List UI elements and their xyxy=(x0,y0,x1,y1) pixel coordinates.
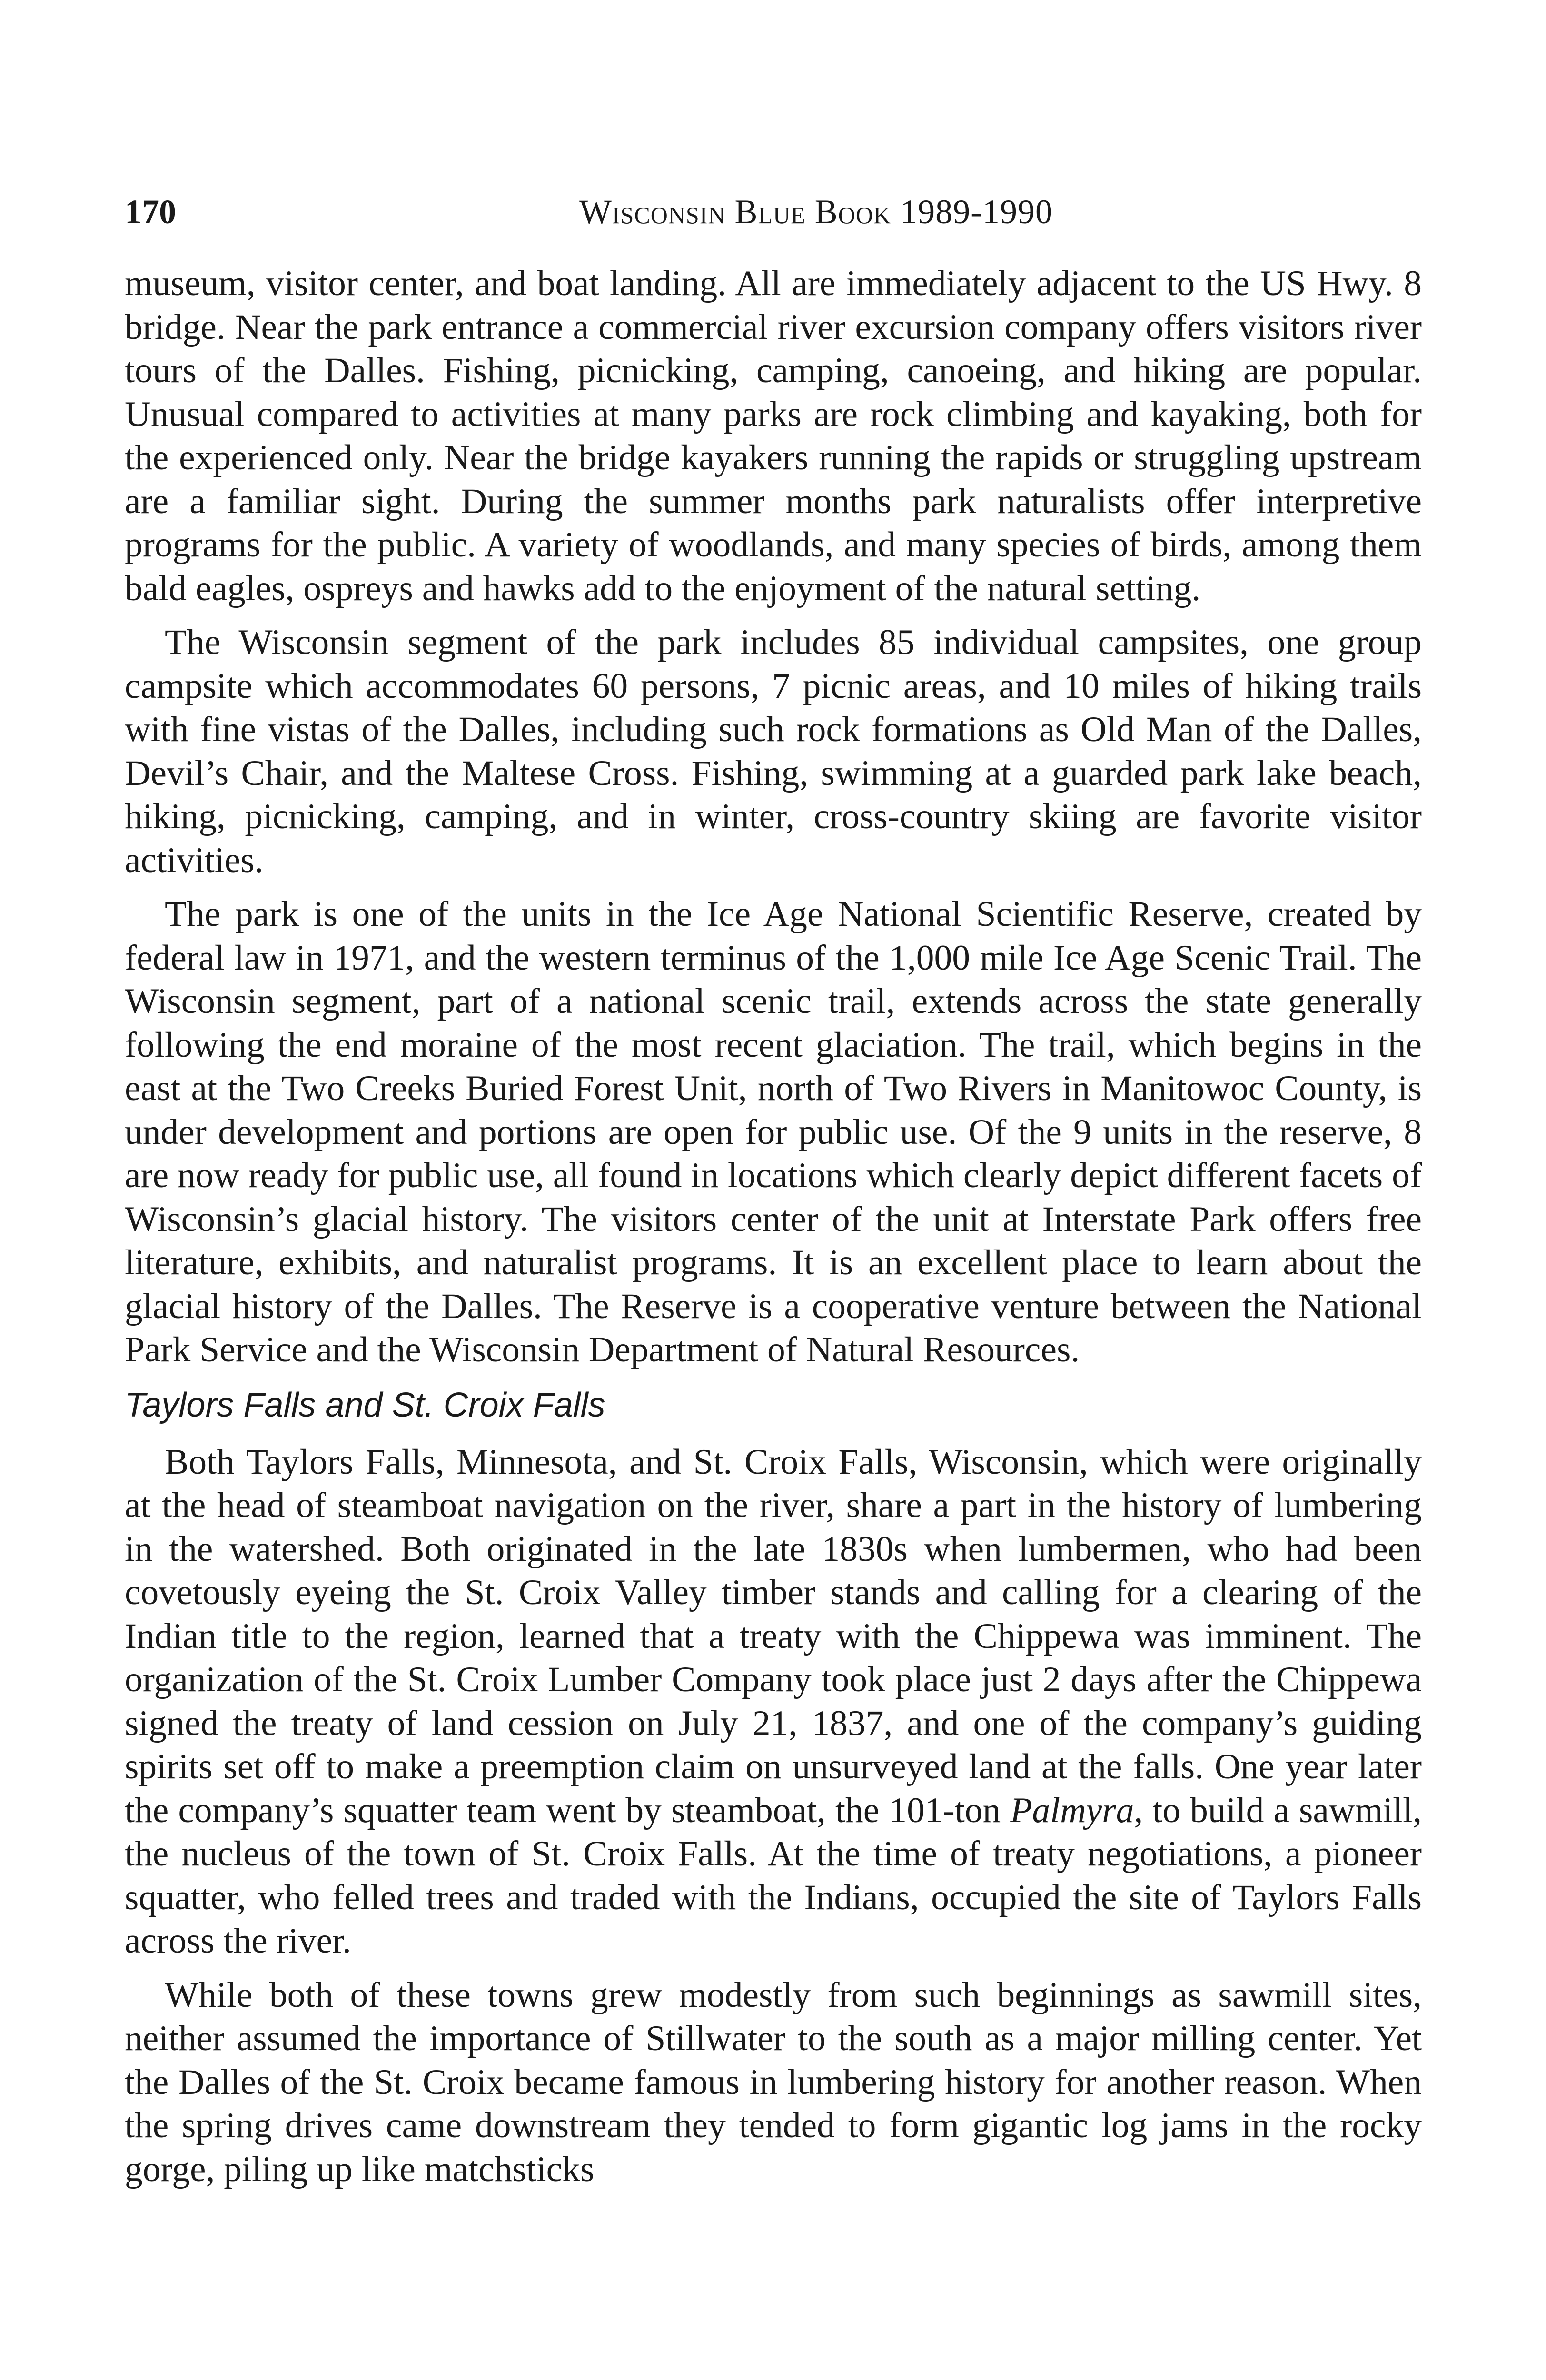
paragraph-campsites: The Wisconsin segment of the park includes 85 individual campsites, one group campsite which accommodates 60 persons, 7 picnic areas, and 10 miles of hiking trails with fine vistas of the Dalles, including such rock formations as Old Man of the Dalles, Devil’s Chair, and the Maltese Cross. Fishing, swimming at a guarded park lake beach, hiking, picnicking, camping, and in winter, cross-country skiing are favorite visitor activities. xyxy=(125,623,1422,880)
steamboat-name: Palmyra xyxy=(1010,1790,1134,1830)
paragraph-text-part: Both Taylors Falls, Minnesota, and St. Croix Falls, Wisconsin, which were originally at the head of steamboat navigation on the river, share a part in the history of lumbering in the watershed. Both originated in the late 1830s when lumbermen, who had been covetously eyeing the St. Croix Valley timber stands and calling for a clearing of the Indian title to the region, learned that a treaty with the Chippewa was imminent. The organization of the St. Croix Lumber Company took place just 2 days after the Chippewa signed the treaty of land cession on July 21, 1837, and one of the company’s guiding spirits set off to make a preemption claim on unsurveyed land at the falls. One year later the company’s squatter team went by steamboat, the 101-ton xyxy=(125,1442,1422,1830)
section-heading: Taylors Falls and St. Croix Falls xyxy=(125,1386,605,1424)
page-header xyxy=(125,181,1422,243)
paragraph-continued: museum, visitor center, and boat landing. All are immediately adjacent to the US Hwy. 8 bridge. Near the park entrance a commercial river excursion company offers visitors river tours of the Dalles. Fishing, picnicking, camping, canoeing, and hiking are popular. Unusual compared to activities at many parks are rock climbing and kayaking, both for the experienced only. Near the bridge kayakers running the rapids or struggling upstream are a familiar sight. During the summer months park naturalists offer interpretive programs for the public. A variety of woodlands, and many species of birds, among them bald eagles, ospreys and hawks add to the enjoyment of the natural setting. xyxy=(125,264,1422,608)
running-head: Wisconsin Blue Book 1989-1990 xyxy=(579,193,1053,231)
paragraph-text-part: , to build a sawmill, the nucleus of the town of St. Croix Falls. At the time of treaty negotiations, a pioneer squatter, who felled trees and traded with the Indians, occupied the site of Taylors Falls across the river. xyxy=(125,1790,1422,1961)
paragraph-ice-age-reserve: The park is one of the units in the Ice Age National Scientific Reserve, created by federal law in 1971, and the western terminus of the 1,000 mile Ice Age Scenic Trail. The Wisconsin segment, part of a national scenic trail, extends across the state generally following the end moraine of the most recent glaciation. The trail, which begins in the east at the Two Creeks Buried Forest Unit, north of Two Rivers in Manitowoc County, is under development and portions are open for public use. Of the 9 units in the reserve, 8 are now ready for public use, all found in locations which clearly depict different facets of Wisconsin’s glacial history. The visitors center of the unit at Interstate Park offers free literature, exhibits, and naturalist programs. It is an excellent place to learn about the glacial history of the Dalles. The Reserve is a cooperative venture between the National Park Service and the Wisconsin Department of Natural Resources. xyxy=(125,894,1422,1369)
book-page xyxy=(125,181,1422,2202)
body-text xyxy=(125,262,1422,2191)
paragraph-towns-history xyxy=(125,1440,1422,1963)
page-number: 170 xyxy=(125,193,176,231)
paragraph-log-jams: While both of these towns grew modestly from such beginnings as sawmill sites, neither assumed the importance of Stillwater to the south as a major milling center. Yet the Dalles of the St. Croix became famous in lumbering history for another reason. When the spring drives came downstream they tended to form gigantic log jams in the rocky gorge, piling up like matchsticks xyxy=(125,1975,1422,2189)
